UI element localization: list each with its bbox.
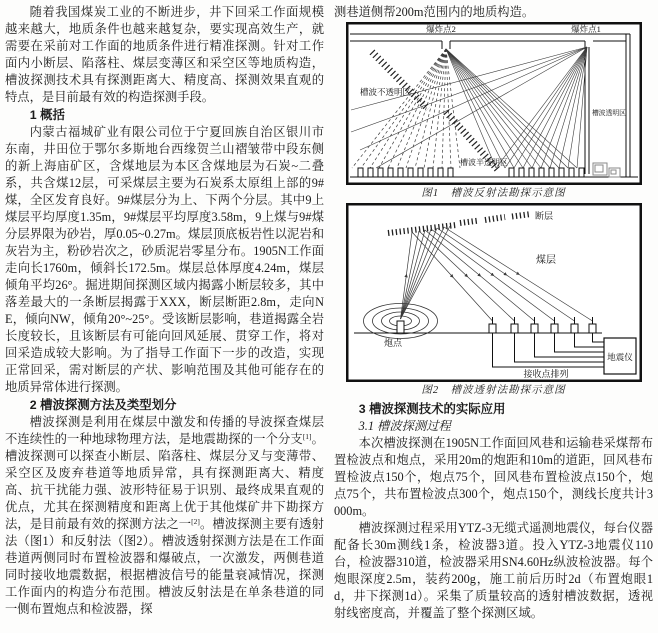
fig2-diagram: [346, 203, 642, 382]
fig1-label-blast-point-1: 爆炸点1: [570, 24, 601, 34]
fig1-dashed-rays: [352, 49, 460, 168]
fig1-geophone-comb-left: [358, 168, 458, 177]
fig2-fault-line: [388, 214, 531, 233]
heading-section-2: 2 槽波探测方法及类型划分: [29, 398, 177, 412]
fig1-roadway-walls: [350, 34, 638, 177]
heading-section-1: 1 概括: [29, 108, 65, 122]
fig1-label-transparent-zone: 槽波透明区: [591, 110, 626, 117]
fig1-geophone-comb-right: [509, 168, 589, 177]
fig2-label-receiver-array: 接收点排列: [522, 369, 569, 379]
figure-1: [334, 22, 653, 201]
fig2-label-shot-point: 炮点: [383, 338, 402, 348]
fig1-fault-line-left: [372, 52, 428, 109]
paragraph-continuation: 测巷道侧帮200m范围内的地质构造。: [334, 5, 535, 19]
right-column: [334, 4, 653, 622]
fig2-receivers: [489, 317, 596, 333]
paragraph-equipment: 槽波探测过程采用YTZ-3无缆式遥测地震仪，每台仪器配备长30m测线1条，检波器3道。投入YTZ-3地震仪110台，检波器310道，检波器采用SN4.60Hz纵波检波器。每个炮眼深度2.5m，装药200g，施工前后历时2d（布置炮眼1d，井下探测1d）。采集了质量较高的透射槽波数据，透视射线密度高，并覆盖了整个探测区域。: [334, 521, 653, 620]
paragraph-survey-process: 本次槽波探测在1905N工作面回风巷和运输巷采煤帮布置检波点和炮点，采用20m的炮距和10m的道距，回风巷布置检波点150个，炮点75个，回风巷布置检波点150个，炮点75个，共布置检波点300个，炮点150个，测线长度共计3000m。: [334, 436, 653, 518]
fig2-source-rays: [400, 226, 450, 319]
fig2-shot-point: [363, 304, 437, 339]
methods-text-a: 槽波探测是利用在煤层中激发和传播的导波探查煤层不连续性的一种地球物理方法，是地震勘探的一个分支: [5, 415, 324, 446]
figure-2-caption: 图2 槽波透射法勘探示意图: [421, 385, 566, 396]
fig1-label-opaque-zone: 槽波不透明区: [359, 87, 411, 97]
heading-section-3: 3 槽波探测技术的实际应用: [358, 402, 506, 416]
fig2-border: [347, 204, 641, 381]
fig1-label-semi-transparent-zone: 槽波半透明区: [459, 158, 508, 167]
fig1-label-blast-point-2: 爆炸点2: [425, 24, 456, 34]
fig2-reflected-rays: [412, 227, 593, 321]
fig2-label-coal-seam: 煤层: [535, 255, 556, 266]
fig1-blast1-rays: [351, 47, 587, 168]
citation-ref-1: [1]: [302, 432, 312, 441]
left-column: [5, 4, 324, 622]
paragraph-methods: [5, 414, 324, 618]
fig1-instrument-icon: [593, 163, 620, 177]
heading-section-3-1: 3.1 槽波探测过程: [358, 419, 451, 433]
figure-2: [334, 203, 653, 398]
citation-ref-2: [2]: [191, 517, 200, 526]
paragraph-intro: 随着我国煤炭工业的不断进步，井下回采工作面规模越来越大，地质条件也越来越复杂，要实现高效生产，就需要在采前对工作面的地质条件进行精准探测。针对工作面内小断层、陷落柱、煤层变薄区和采空区等地质构造，槽波探测技术具有探测距离大、精度高、探测效果直观的特点，是目前最有效的构造探测手段。: [5, 5, 324, 104]
paragraph-mine-overview: 内蒙古福城矿业有限公司位于宁夏回族自治区银川市东南，井田位于鄂尔多斯地台西缘贺兰山褶皱带中段东侧的新上海庙矿区，含煤地层为本区含煤地层为石炭~二叠系，共含煤12层，可采煤层主要为石炭系太原组上部的9#煤，全区发育良好。9#煤层分为上、下两个分层。其中9上煤层平均厚度1.35m，9#煤层平均厚度3.58m，9上煤与9#煤分层界限为砂岩，厚0.05~0.27m。煤层顶底板岩性以泥岩和灰岩为主，粉砂岩次之，砂质泥岩零星分布。1905N工作面走向长1760m，倾斜长172.5m。煤层总体厚度4.24m，煤层倾角平均26°。掘进期间探测区域内揭露小断层较多，其中落差最大的一条断层揭露于XXX，断层断距2.8m，走向NE，倾向NW，倾角20°~25°。受该断层影响，巷道揭露全岩长度较长，且该断层有可能向回风延展、贯穿工作，将对回采造成较大影响。为了指导工作面下一步的改造，实现正常回采，需对断层的产状、影响范围及其他可能存在的地质异常体进行探测。: [5, 125, 324, 394]
fig2-label-seismograph: 地震仪: [606, 352, 633, 362]
fig2-label-fault: 断层: [534, 211, 553, 221]
figure-1-caption: 图1 槽波反射法勘探示意图: [421, 188, 566, 199]
fig1-diagram: [346, 22, 642, 185]
methods-text-c: 。槽波探测主要有透射法（图1）和反射法（图2）。槽波透射探测方法是在工作面巷道两侧同时布置检波器和爆破点，一次激发，两侧巷道同时接收地震数据，根据槽波信号的能量衰减情况，探测工作面内的构造分布范围。槽波反射法是在单条巷道的同一侧布置炮点和检波器，探: [5, 517, 324, 616]
methods-text-b: 。槽波探测可以探查小断层、陷落柱、煤层分叉与变薄带、采空区及废弃巷道等地质异常，具有探测距离大、精度高、抗干扰能力强、波形特征易于识别、最终成果直观的优点，尤其在探测精度和距离上优于其他煤矿井下勘探方法，是目前最有效的探测方法之一: [5, 432, 324, 531]
fig2-wires: [492, 333, 604, 367]
